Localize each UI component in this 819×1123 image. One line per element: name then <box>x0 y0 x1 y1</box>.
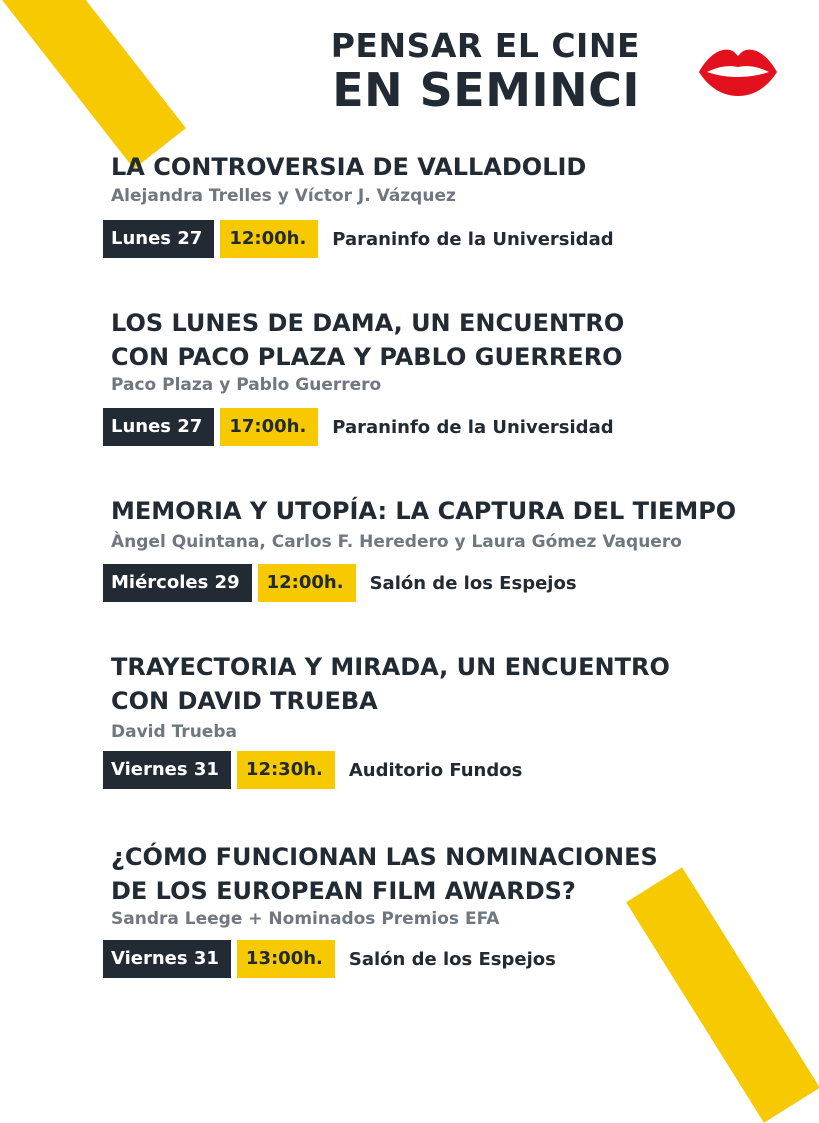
event-title <box>111 150 791 184</box>
event-title-line: ¿CÓMO FUNCIONAN LAS NOMINACIONES <box>111 843 658 871</box>
event-title <box>111 840 791 908</box>
page-header <box>0 28 640 116</box>
event-title <box>111 494 791 528</box>
event-day-badge: Miércoles 29 <box>103 564 252 602</box>
event-title-line: LOS LUNES DE DAMA, UN ENCUENTRO <box>111 309 625 337</box>
event-venue: Paraninfo de la Universidad <box>332 416 614 438</box>
event-speakers: Alejandra Trelles y Víctor J. Vázquez <box>111 186 456 206</box>
header-line-2: EN SEMINCI <box>332 63 640 117</box>
event-title <box>111 650 791 718</box>
event-venue: Paraninfo de la Universidad <box>332 228 614 250</box>
event-title-line: TRAYECTORIA Y MIRADA, UN ENCUENTRO <box>111 653 670 681</box>
event-speakers: David Trueba <box>111 722 237 742</box>
event-day-badge: Lunes 27 <box>103 220 214 258</box>
event-speakers: Àngel Quintana, Carlos F. Heredero y Laura Gómez Vaquero <box>111 532 682 552</box>
event-info-row <box>103 408 614 446</box>
event-title-line: MEMORIA Y UTOPÍA: LA CAPTURA DEL TIEMPO <box>111 497 737 525</box>
event-title-line: CON PACO PLAZA Y PABLO GUERRERO <box>111 343 623 371</box>
header-line-1: PENSAR EL CINE <box>330 26 640 65</box>
event-venue: Auditorio Fundos <box>348 759 523 781</box>
event-time-badge: 12:30h. <box>237 751 335 789</box>
event-time-badge: 12:00h. <box>258 564 356 602</box>
event-venue: Salón de los Espejos <box>348 948 556 970</box>
event-day-badge: Lunes 27 <box>103 408 214 446</box>
event-time-badge: 12:00h. <box>220 220 318 258</box>
event-title-line: DE LOS EUROPEAN FILM AWARDS? <box>111 877 576 905</box>
event-day-badge: Viernes 31 <box>103 751 231 789</box>
event-time-badge: 13:00h. <box>237 940 335 978</box>
event-venue: Salón de los Espejos <box>369 572 577 594</box>
event-title-line: CON DAVID TRUEBA <box>111 687 378 715</box>
event-info-row <box>103 564 577 602</box>
event-info-row <box>103 940 556 978</box>
event-title <box>111 306 791 374</box>
event-speakers: Sandra Leege + Nominados Premios EFA <box>111 909 500 929</box>
event-time-badge: 17:00h. <box>220 408 318 446</box>
lips-icon <box>697 44 779 100</box>
event-day-badge: Viernes 31 <box>103 940 231 978</box>
event-speakers: Paco Plaza y Pablo Guerrero <box>111 375 382 395</box>
event-info-row <box>103 751 522 789</box>
event-title-line: LA CONTROVERSIA DE VALLADOLID <box>111 153 587 181</box>
event-info-row <box>103 220 614 258</box>
